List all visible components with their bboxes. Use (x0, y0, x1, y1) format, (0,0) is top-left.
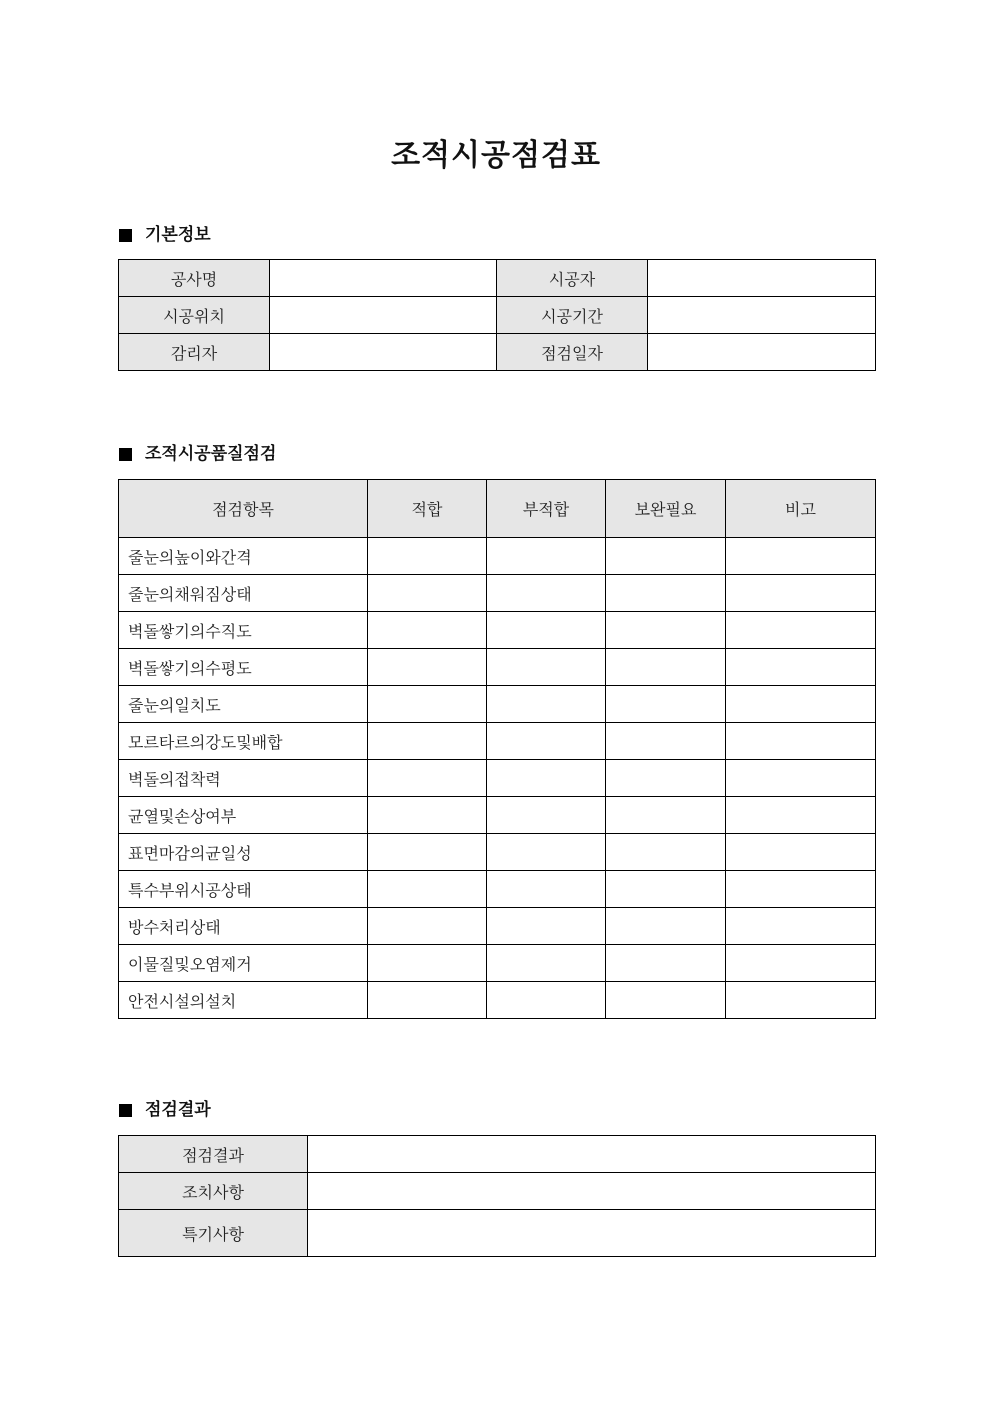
unsuitable-cell[interactable] (487, 908, 606, 945)
needs-improvement-cell[interactable] (606, 908, 726, 945)
remarks-cell[interactable] (726, 834, 876, 871)
check-item-label: 이물질및오염제거 (119, 945, 368, 982)
supervisor-field[interactable] (270, 334, 497, 371)
needs-improvement-cell[interactable] (606, 649, 726, 686)
section-heading-label: 기본정보 (145, 225, 211, 245)
square-bullet-icon (119, 1104, 132, 1117)
basic-info-table (118, 259, 876, 371)
unsuitable-cell[interactable] (487, 982, 606, 1019)
unsuitable-cell[interactable] (487, 723, 606, 760)
label-action-taken: 조치사항 (119, 1173, 308, 1210)
suitable-cell[interactable] (368, 575, 487, 612)
unsuitable-cell[interactable] (487, 686, 606, 723)
column-header-suitable: 적합 (368, 480, 487, 538)
check-item-label: 줄눈의채워짐상태 (119, 575, 368, 612)
suitable-cell[interactable] (368, 871, 487, 908)
table-row (119, 575, 876, 612)
check-item-label: 줄눈의일치도 (119, 686, 368, 723)
construction-period-field[interactable] (648, 297, 876, 334)
table-row (119, 871, 876, 908)
remarks-cell[interactable] (726, 871, 876, 908)
page-title: 조적시공점검표 (391, 138, 601, 173)
column-header-unsuitable: 부적합 (487, 480, 606, 538)
suitable-cell[interactable] (368, 760, 487, 797)
label-contractor: 시공자 (497, 260, 648, 297)
check-item-label: 벽돌쌓기의수직도 (119, 612, 368, 649)
table-row (119, 797, 876, 834)
inspection-result-field[interactable] (308, 1136, 876, 1173)
check-item-label: 안전시설의설치 (119, 982, 368, 1019)
suitable-cell[interactable] (368, 945, 487, 982)
suitable-cell[interactable] (368, 538, 487, 575)
table-row (119, 686, 876, 723)
needs-improvement-cell[interactable] (606, 982, 726, 1019)
remarks-cell[interactable] (726, 686, 876, 723)
square-bullet-icon (119, 448, 132, 461)
table-row (119, 723, 876, 760)
remarks-cell[interactable] (726, 908, 876, 945)
needs-improvement-cell[interactable] (606, 797, 726, 834)
label-construction-location: 시공위치 (119, 297, 270, 334)
section-heading-label: 점검결과 (145, 1100, 211, 1120)
check-item-label: 균열및손상여부 (119, 797, 368, 834)
remarks-cell[interactable] (726, 982, 876, 1019)
unsuitable-cell[interactable] (487, 760, 606, 797)
special-notes-field[interactable] (308, 1210, 876, 1257)
check-item-label: 벽돌의접착력 (119, 760, 368, 797)
unsuitable-cell[interactable] (487, 538, 606, 575)
unsuitable-cell[interactable] (487, 575, 606, 612)
remarks-cell[interactable] (726, 538, 876, 575)
section-heading-quality-check (119, 442, 276, 466)
table-row (119, 1136, 876, 1173)
action-taken-field[interactable] (308, 1173, 876, 1210)
suitable-cell[interactable] (368, 908, 487, 945)
label-construction-period: 시공기간 (497, 297, 648, 334)
table-row (119, 260, 876, 297)
remarks-cell[interactable] (726, 797, 876, 834)
check-item-label: 벽돌쌓기의수평도 (119, 649, 368, 686)
table-row (119, 908, 876, 945)
table-row (119, 760, 876, 797)
construction-location-field[interactable] (270, 297, 497, 334)
label-special-notes: 특기사항 (119, 1210, 308, 1257)
remarks-cell[interactable] (726, 760, 876, 797)
section-heading-result (119, 1098, 211, 1122)
unsuitable-cell[interactable] (487, 945, 606, 982)
remarks-cell[interactable] (726, 723, 876, 760)
needs-improvement-cell[interactable] (606, 686, 726, 723)
table-row (119, 538, 876, 575)
remarks-cell[interactable] (726, 945, 876, 982)
suitable-cell[interactable] (368, 834, 487, 871)
label-supervisor: 감리자 (119, 334, 270, 371)
unsuitable-cell[interactable] (487, 797, 606, 834)
label-inspection-result: 점검결과 (119, 1136, 308, 1173)
table-row (119, 1173, 876, 1210)
suitable-cell[interactable] (368, 686, 487, 723)
inspection-result-table (118, 1135, 876, 1257)
remarks-cell[interactable] (726, 612, 876, 649)
label-inspection-date: 점검일자 (497, 334, 648, 371)
contractor-field[interactable] (648, 260, 876, 297)
column-header-needs-improvement: 보완필요 (606, 480, 726, 538)
needs-improvement-cell[interactable] (606, 612, 726, 649)
label-project-name: 공사명 (119, 260, 270, 297)
needs-improvement-cell[interactable] (606, 871, 726, 908)
inspection-date-field[interactable] (648, 334, 876, 371)
square-bullet-icon (119, 229, 132, 242)
needs-improvement-cell[interactable] (606, 945, 726, 982)
column-header-check-item: 점검항목 (119, 480, 368, 538)
needs-improvement-cell[interactable] (606, 575, 726, 612)
unsuitable-cell[interactable] (487, 834, 606, 871)
suitable-cell[interactable] (368, 982, 487, 1019)
check-item-label: 모르타르의강도및배합 (119, 723, 368, 760)
table-row (119, 649, 876, 686)
suitable-cell[interactable] (368, 797, 487, 834)
table-row (119, 945, 876, 982)
column-header-remarks: 비고 (726, 480, 876, 538)
table-row (119, 334, 876, 371)
table-row (119, 982, 876, 1019)
table-header-row (119, 480, 876, 538)
check-item-label: 특수부위시공상태 (119, 871, 368, 908)
needs-improvement-cell[interactable] (606, 538, 726, 575)
remarks-cell[interactable] (726, 575, 876, 612)
check-item-label: 줄눈의높이와간격 (119, 538, 368, 575)
needs-improvement-cell[interactable] (606, 760, 726, 797)
suitable-cell[interactable] (368, 612, 487, 649)
check-item-label: 방수처리상태 (119, 908, 368, 945)
unsuitable-cell[interactable] (487, 871, 606, 908)
needs-improvement-cell[interactable] (606, 723, 726, 760)
check-item-label: 표면마감의균일성 (119, 834, 368, 871)
section-heading-label: 조적시공품질점검 (145, 444, 277, 464)
needs-improvement-cell[interactable] (606, 834, 726, 871)
remarks-cell[interactable] (726, 649, 876, 686)
suitable-cell[interactable] (368, 723, 487, 760)
section-heading-basic-info (119, 223, 211, 247)
quality-check-table (118, 479, 876, 1019)
table-row (119, 297, 876, 334)
project-name-field[interactable] (270, 260, 497, 297)
unsuitable-cell[interactable] (487, 649, 606, 686)
table-row (119, 1210, 876, 1257)
suitable-cell[interactable] (368, 649, 487, 686)
table-row (119, 834, 876, 871)
table-row (119, 612, 876, 649)
unsuitable-cell[interactable] (487, 612, 606, 649)
